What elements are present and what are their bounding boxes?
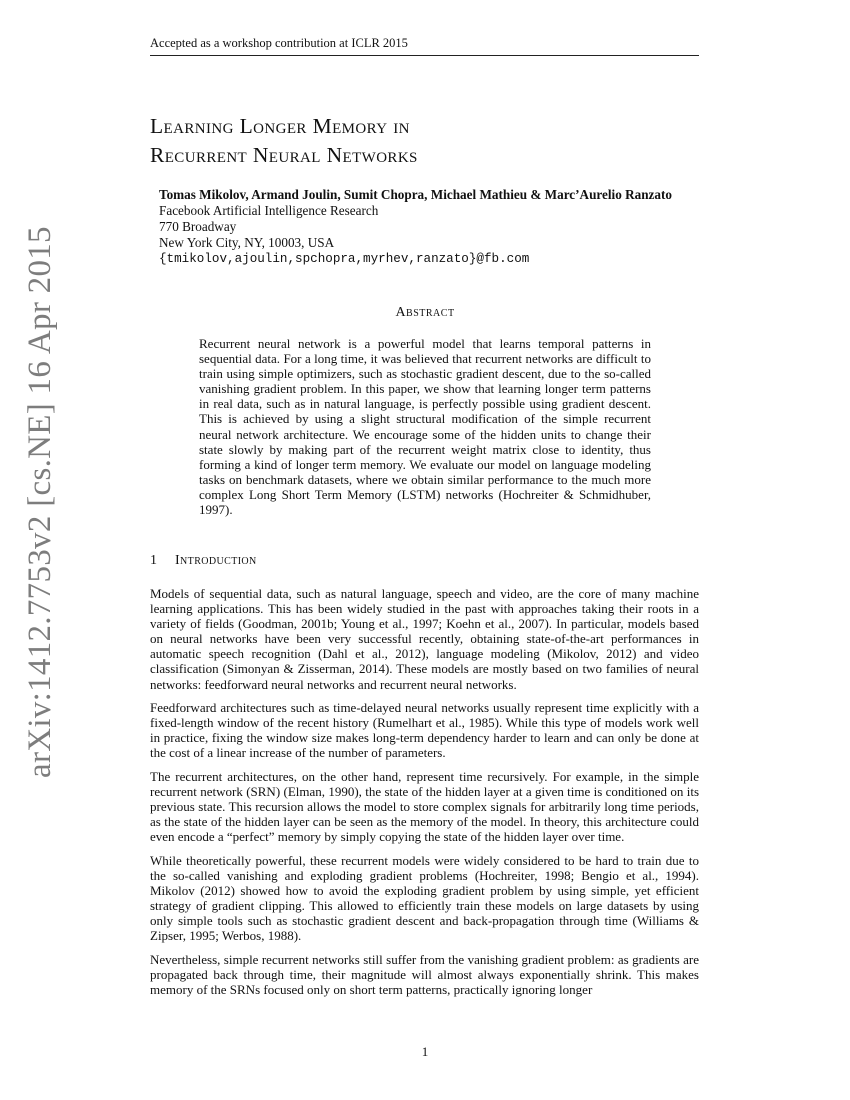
author-emails: {tmikolov,ajoulin,spchopra,myrhev,ranzato}@fb.com [159, 252, 530, 266]
section-number: 1 [150, 553, 158, 568]
arxiv-watermark: arXiv:1412.7753v2 [cs.NE] 16 Apr 2015 [22, 226, 58, 778]
address-line-1: 770 Broadway [159, 219, 237, 234]
address-line-2: New York City, NY, 10003, USA [159, 235, 335, 250]
introduction-body [150, 586, 699, 1006]
author-names: Tomas Mikolov, Armand Joulin, Sumit Chopra, Michael Mathieu & Marc’Aurelio Ranzato [159, 187, 672, 202]
page-number: 1 [421, 1044, 429, 1059]
paper-title [150, 112, 710, 170]
paragraph: Nevertheless, simple recurrent networks still suffer from the vanishing gradient problem: as gradients are propagated back through time, their magnitude will almost always exponentially shrink. This makes memory of the SRNs focused only on short term patterns, practically ignoring longer [150, 952, 699, 998]
abstract-heading: Abstract [395, 305, 455, 320]
author-block [159, 187, 719, 267]
abstract-text: Recurrent neural network is a powerful model that learns temporal patterns in sequential data. For a long time, it was believed that recurrent networks are difficult to train using simple optimizers, such as stochastic gradient descent, due to the so-called vanishing gradient problem. In this paper, we show that learning longer term patterns in real data, such as in natural language, is perfectly possible using gradient descent. This is achieved by using a slight structural modification of the simple recurrent neural network architecture. We encourage some of the hidden units to change their state slowly by making part of the recurrent weight matrix close to identity, thus forming a kind of longer term memory. We evaluate our model on language modeling tasks on benchmark datasets, where we obtain similar performance to the much more complex Long Short Term Memory (LSTM) networks (Hochreiter & Schmidhuber, 1997). [199, 336, 651, 518]
paragraph: The recurrent architectures, on the other hand, represent time recursively. For example, in the simple recurrent network (SRN) (Elman, 1990), the state of the hidden layer at a given time is conditioned on its previous state. This recursion allows the model to store complex signals for arbitrarily long time periods, as the state of the hidden layer can be seen as the memory of the model. In theory, this architecture could even encode a “perfect” memory by simply copying the state of the hidden layer over time. [150, 769, 699, 845]
paragraph: Models of sequential data, such as natural language, speech and video, are the core of many machine learning applications. This has been widely studied in the past with approaches taking their roots in a variety of fields (Goodman, 2001b; Young et al., 1997; Koehn et al., 2007). In particular, models based on neural networks have been very successful recently, obtaining state-of-the-art performances in automatic speech recognition (Dahl et al., 2012), language modeling (Mikolov, 2012) and video classification (Simonyan & Zisserman, 2014). These models are mostly based on two families of neural networks: feedforward neural networks and recurrent neural networks. [150, 586, 699, 692]
title-line-2: Recurrent Neural Networks [150, 143, 418, 167]
title-line-1: Learning Longer Memory in [150, 114, 410, 138]
running-header: Accepted as a workshop contribution at ICLR 2015 [150, 36, 699, 56]
section-heading-introduction [150, 553, 257, 569]
affiliation: Facebook Artificial Intelligence Research [159, 203, 379, 218]
paragraph: While theoretically powerful, these recurrent models were widely considered to be hard to train due to the so-called vanishing and exploding gradient problems (Hochreiter, 1998; Bengio et al., 1994). Mikolov (2012) showed how to avoid the exploding gradient problem by using simple, yet efficient strategy of gradient clipping. This allowed to efficiently train these models on large datasets by using only simple tools such as stochastic gradient descent and back-propagation through time (Williams & Zipser, 1995; Werbos, 1988). [150, 853, 699, 944]
paragraph: Feedforward architectures such as time-delayed neural networks usually represent time explicitly with a fixed-length window of the recent history (Rumelhart et al., 1985). While this type of models work well in practice, fixing the window size makes long-term dependency harder to learn and can only be done at the cost of a linear increase of the number of parameters. [150, 700, 699, 761]
section-title: Introduction [175, 553, 257, 568]
